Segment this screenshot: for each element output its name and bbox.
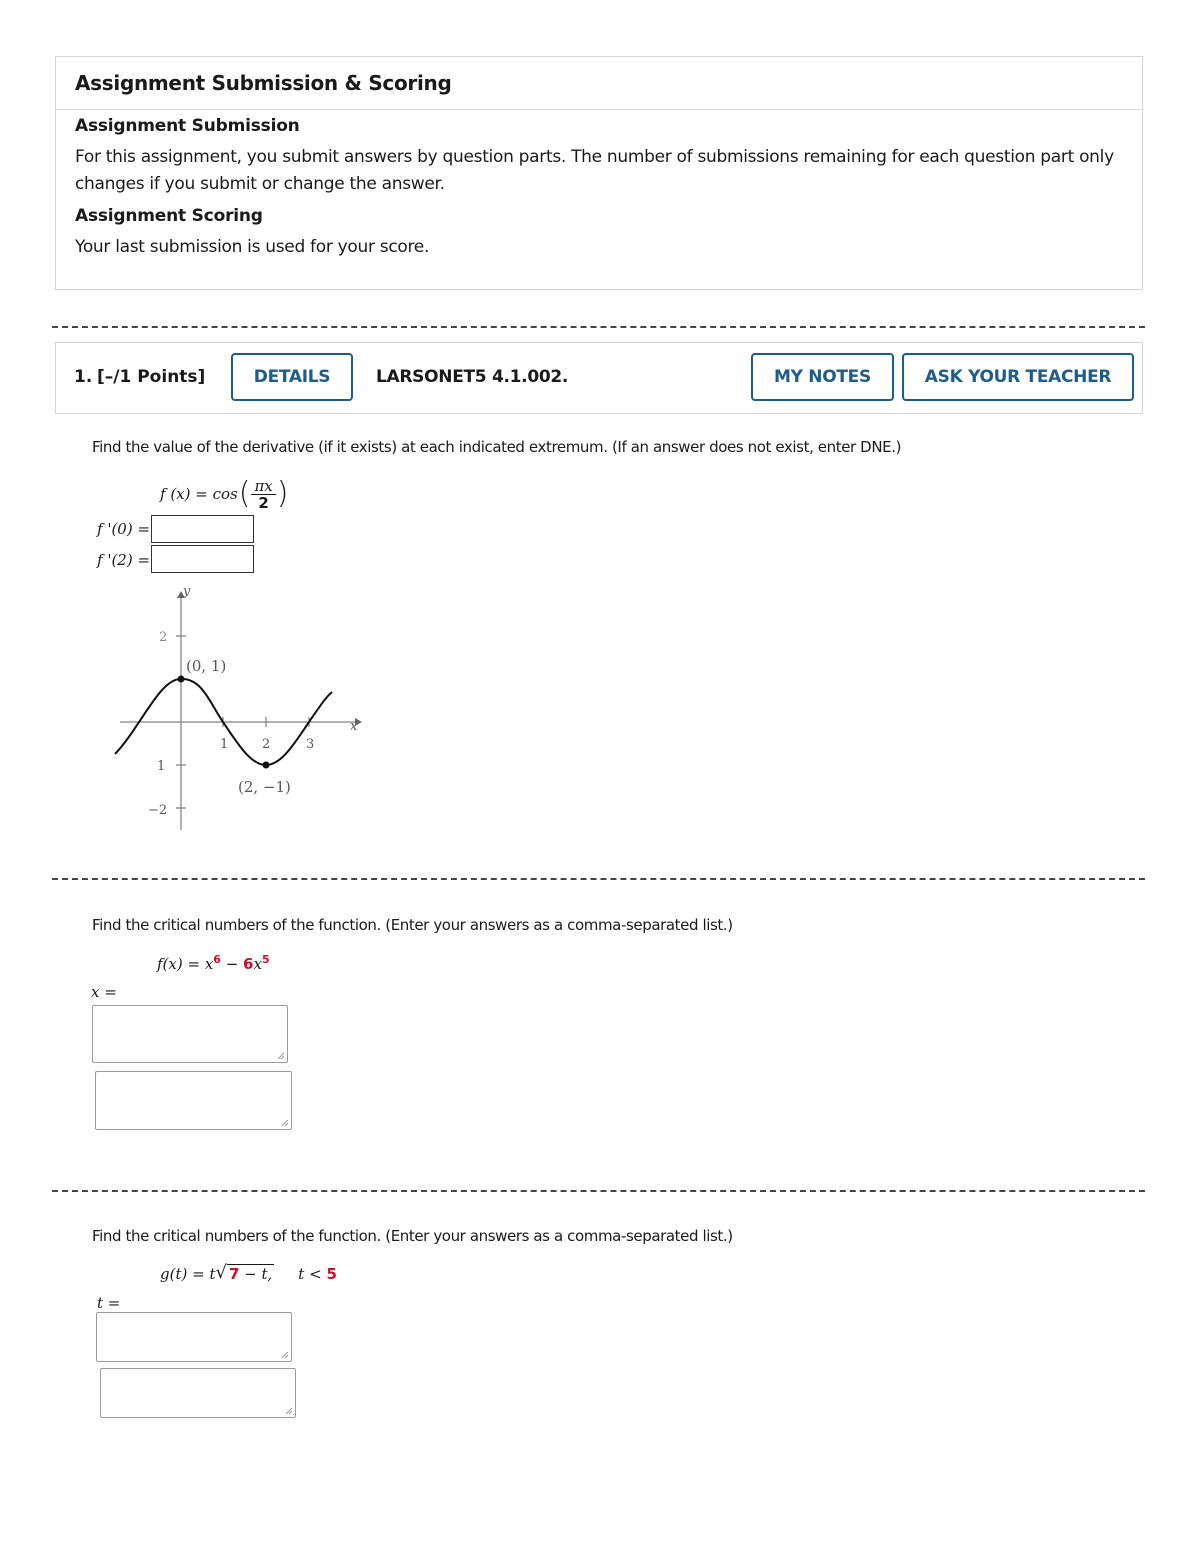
radicand-7: 7 <box>228 1265 240 1283</box>
resize-grip-icon[interactable] <box>277 1052 285 1060</box>
condition-var: t < <box>298 1265 322 1283</box>
answer2-input[interactable] <box>151 545 254 573</box>
details-button[interactable]: DETAILS <box>231 353 353 401</box>
scoring-text: Your last submission is used for your score. <box>75 237 430 257</box>
fraction-numerator: πx <box>251 478 275 495</box>
fraction-denominator: 2 <box>258 493 269 512</box>
info-panel-title: Assignment Submission & Scoring <box>75 71 452 95</box>
question-number: 1. <box>74 367 93 387</box>
question-code: LARSONET5 4.1.002. <box>376 367 569 387</box>
resize-grip-icon[interactable] <box>281 1119 289 1127</box>
x-tick-label-1: 1 <box>220 737 229 752</box>
submission-heading: Assignment Submission <box>75 116 300 136</box>
answer1-input[interactable] <box>151 515 254 543</box>
answer2-label: f '(2) = <box>97 551 151 569</box>
question3-prompt: Find the critical numbers of the function. (Enter your answers as a comma-separated list.) <box>92 1227 733 1245</box>
question3-answer-textarea-2[interactable] <box>100 1368 296 1418</box>
resize-grip-icon[interactable] <box>281 1351 289 1359</box>
coefficient-6: 6 <box>243 955 254 973</box>
question2-answer-textarea-2[interactable] <box>95 1071 292 1130</box>
min-point-label: (2, −1) <box>238 778 291 796</box>
variable-x: x <box>253 955 262 973</box>
fraction <box>251 478 275 511</box>
scoring-heading: Assignment Scoring <box>75 206 263 226</box>
minus-sign: − <box>220 955 244 973</box>
x-tick-label-2: 2 <box>262 737 271 752</box>
question3-answer-textarea[interactable] <box>96 1312 292 1362</box>
min-point <box>263 762 270 769</box>
question-points: [–/1 Points] <box>97 367 206 387</box>
answer1-label: f '(0) = <box>97 520 151 538</box>
question1-prompt: Find the value of the derivative (if it exists) at each indicated extremum. (If an answer does not exist, enter DNE.) <box>92 438 902 456</box>
submission-text: For this assignment, you submit answers by question parts. The number of submissions remaining for each question part only changes if you submit or change the answer. <box>75 147 1114 194</box>
my-notes-button[interactable]: MY NOTES <box>751 353 894 401</box>
function-lhs: f (x) = cos <box>160 485 238 503</box>
exponent-6: 6 <box>213 953 221 966</box>
function-lhs: f(x) = x <box>157 955 214 973</box>
divider <box>52 326 1145 328</box>
assignment-info-panel <box>55 56 1143 290</box>
radical-sign: √ <box>215 1262 227 1283</box>
question1-function <box>160 474 288 514</box>
divider <box>52 878 1145 880</box>
y-tick-label-neg1: 1 <box>157 759 166 774</box>
question-header <box>55 342 1143 414</box>
x-tick-label-3: 3 <box>306 737 315 752</box>
question2-answer-textarea[interactable] <box>92 1005 288 1063</box>
radicand-rest: − t, <box>239 1265 273 1283</box>
divider <box>52 1190 1145 1192</box>
exponent-5: 5 <box>261 953 270 966</box>
y-axis-label: y <box>183 584 191 599</box>
info-panel-header <box>56 57 1142 110</box>
question2-prompt: Find the critical numbers of the function. (Enter your answers as a comma-separated list.) <box>92 916 733 934</box>
question2-function <box>157 953 270 973</box>
max-point <box>178 676 185 683</box>
function-lhs: g(t) = t <box>160 1265 216 1283</box>
condition-value: 5 <box>326 1265 337 1283</box>
question3-function <box>160 1262 337 1283</box>
y-tick-label-neg2: −2 <box>148 803 168 818</box>
cosine-graph <box>110 578 370 838</box>
right-paren: ) <box>276 476 289 511</box>
question2-answer-label: x = <box>91 983 117 1001</box>
x-axis-label: x <box>350 719 358 734</box>
y-tick-label-2: 2 <box>159 630 168 645</box>
question3-answer-label: t = <box>97 1294 121 1312</box>
left-paren: ( <box>238 476 251 511</box>
max-point-label: (0, 1) <box>186 657 227 675</box>
resize-grip-icon[interactable] <box>285 1407 293 1415</box>
ask-your-teacher-button[interactable]: ASK YOUR TEACHER <box>902 353 1134 401</box>
